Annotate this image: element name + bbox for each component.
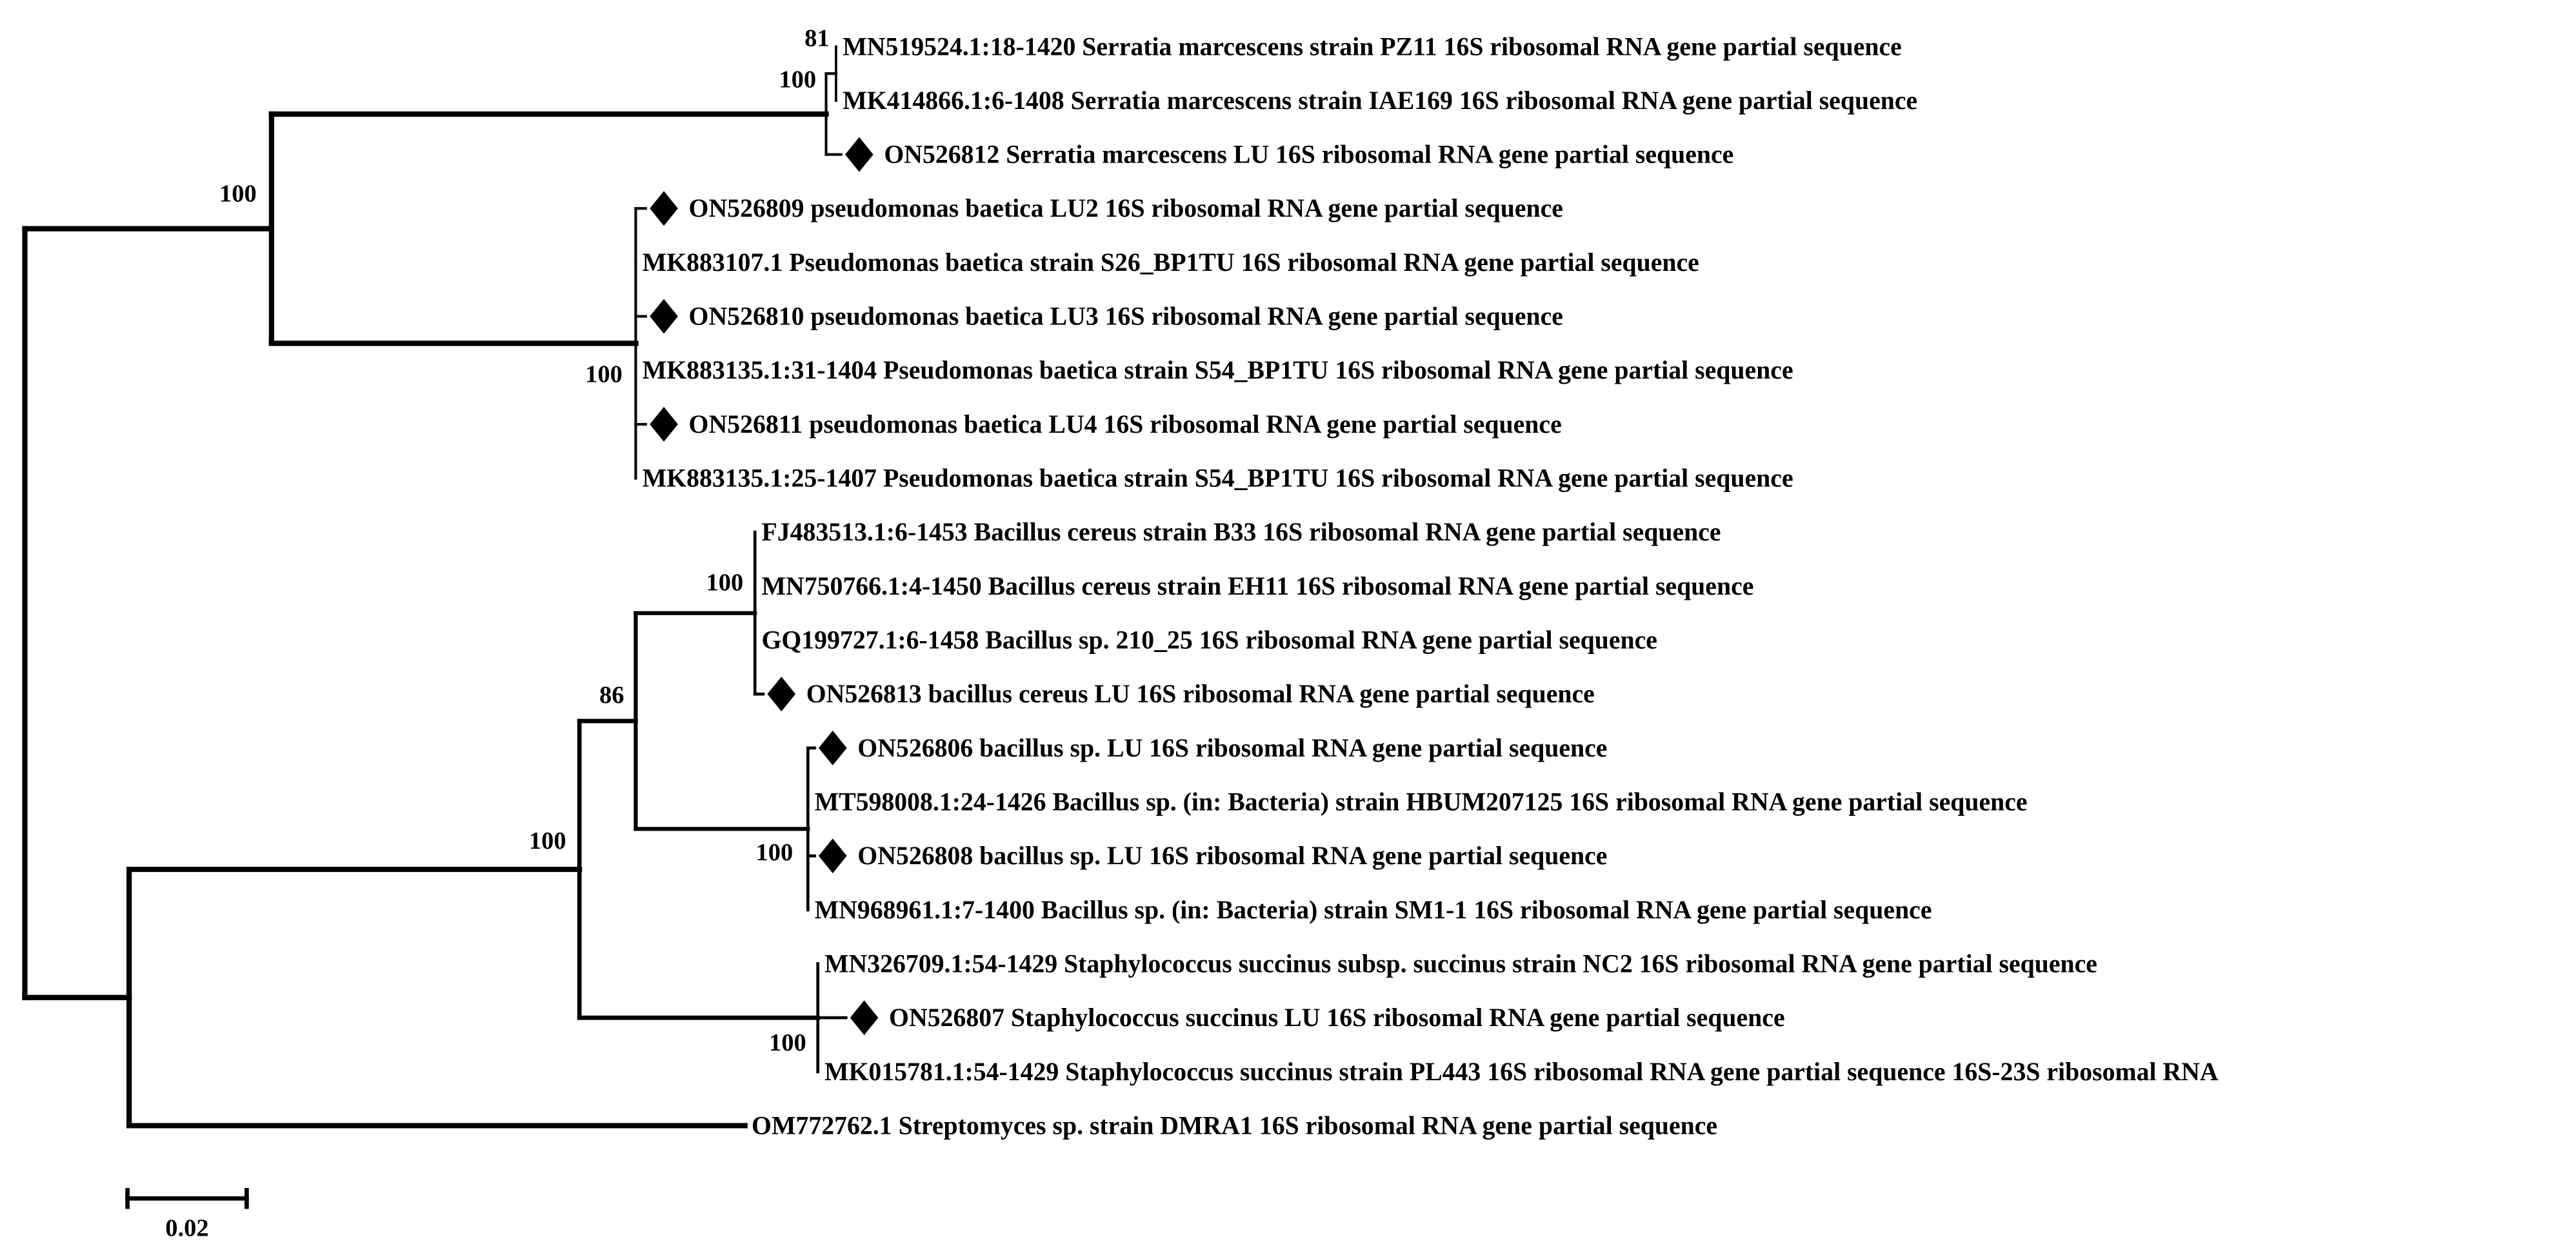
diamond-marker [650, 407, 678, 442]
taxon-label: ON526813 bacillus cereus LU 16S ribosomal RNA gene partial sequence [806, 680, 1595, 709]
taxon-label: MK883135.1:31-1404 Pseudomonas baetica strain S54_BP1TU 16S ribosomal RNA gene partial sequence [642, 356, 1793, 385]
diamond-marker [819, 838, 847, 873]
taxon-label: ON526808 bacillus sp. LU 16S ribosomal RNA gene partial sequence [857, 842, 1608, 871]
taxon-label: MN326709.1:54-1429 Staphylococcus succinus subsp. succinus strain NC2 16S ribosomal RNA gene partial sequence [824, 949, 2097, 978]
bootstrap-label: 100 [528, 827, 566, 855]
bootstrap-label: 100 [706, 569, 744, 597]
diamond-marker [850, 1000, 879, 1035]
taxon-label: MT598008.1:24-1426 Bacillus sp. (in: Bacteria) strain HBUM207125 16S ribosomal RNA gene partial sequence [814, 787, 2028, 816]
diamond-marker [650, 191, 678, 226]
scale-bar-label: 0.02 [165, 1214, 209, 1242]
bootstrap-label: 86 [599, 682, 624, 709]
bootstrap-label: 100 [779, 66, 817, 94]
taxon-label: ON526811 pseudomonas baetica LU4 16S ribosomal RNA gene partial sequence [688, 410, 1562, 439]
bootstrap-label: 100 [585, 361, 623, 388]
taxon-label: ON526812 Serratia marcescens LU 16S ribosomal RNA gene partial sequence [884, 140, 1734, 169]
diamond-marker [650, 299, 678, 334]
bootstrap-label: 100 [219, 180, 257, 208]
taxon-label: ON526810 pseudomonas baetica LU3 16S ribosomal RNA gene partial sequence [688, 302, 1563, 331]
taxon-label: MN519524.1:18-1420 Serratia marcescens strain PZ11 16S ribosomal RNA gene partial sequence [843, 32, 1902, 61]
taxon-label: MN968961.1:7-1400 Bacillus sp. (in: Bacteria) strain SM1-1 16S ribosomal RNA gene partial sequence [814, 895, 1932, 924]
bootstrap-label: 100 [769, 1029, 806, 1057]
taxon-label: FJ483513.1:6-1453 Bacillus cereus strain B33 16S ribosomal RNA gene partial sequence [761, 518, 1721, 547]
taxon-label: ON526806 bacillus sp. LU 16S ribosomal RNA gene partial sequence [857, 733, 1608, 762]
taxon-label: MK015781.1:54-1429 Staphylococcus succinus strain PL443 16S ribosomal RNA gene partial sequence 16S-23S ribosomal RNA [824, 1057, 2219, 1086]
bootstrap-label: 100 [755, 839, 794, 867]
taxon-label: GQ199727.1:6-1458 Bacillus sp. 210_25 16S ribosomal RNA gene partial sequence [761, 626, 1657, 655]
taxon-label: ON526807 Staphylococcus succinus LU 16S ribosomal RNA gene partial sequence [889, 1003, 1785, 1033]
diamond-marker [767, 677, 795, 711]
bootstrap-label: 81 [804, 25, 830, 52]
taxon-label: MN750766.1:4-1450 Bacillus cereus strain EH11 16S ribosomal RNA gene partial sequence [761, 571, 1754, 600]
taxon-label: ON526809 pseudomonas baetica LU2 16S ribosomal RNA gene partial sequence [688, 194, 1563, 223]
taxon-label: MK883107.1 Pseudomonas baetica strain S26_BP1TU 16S ribosomal RNA gene partial sequence [642, 248, 1699, 277]
taxon-label: MK883135.1:25-1407 Pseudomonas baetica strain S54_BP1TU 16S ribosomal RNA gene partial sequence [642, 464, 1793, 493]
taxon-label: OM772762.1 Streptomyces sp. strain DMRA1 16S ribosomal RNA gene partial sequence [752, 1111, 1718, 1140]
taxon-label: MK414866.1:6-1408 Serratia marcescens strain IAE169 16S ribosomal RNA gene partial sequence [843, 86, 1918, 115]
diamond-marker [819, 731, 847, 766]
diamond-marker [845, 137, 874, 172]
